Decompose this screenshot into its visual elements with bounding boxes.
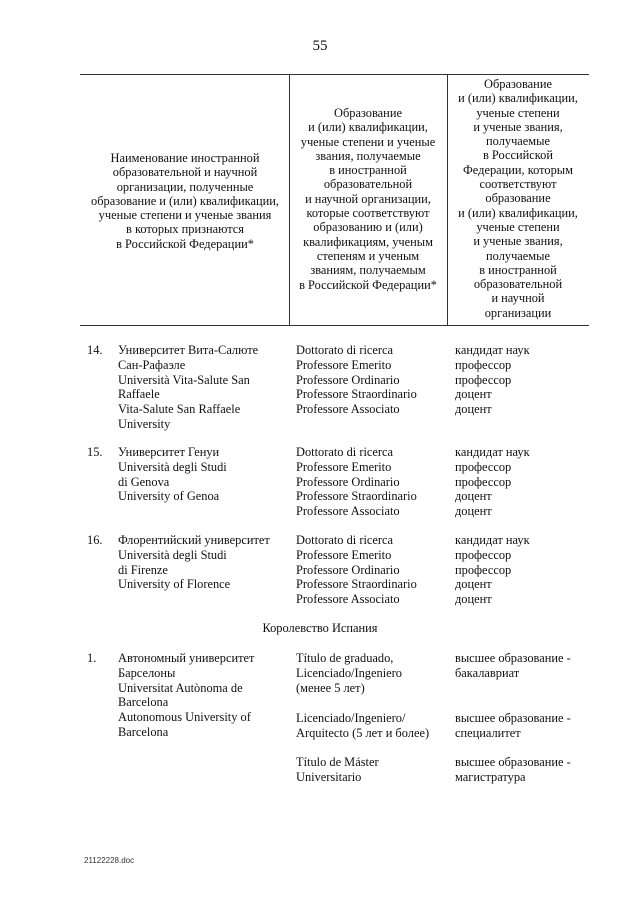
header-line: образование и (или) квалификации, <box>91 193 279 208</box>
header-line: и ученые звания, <box>473 119 563 134</box>
header-col-russian-qualification <box>448 77 588 320</box>
row-14-number: 14. <box>87 343 103 357</box>
header-bottom-rule <box>80 325 589 326</box>
foreign-degree-line: Título de Máster <box>296 755 379 769</box>
organization-line: Университет Генуи <box>118 445 220 459</box>
russian-degree-line: профессор <box>455 459 512 474</box>
foreign-degree-line: Licenciado/Ingeniero <box>296 665 402 680</box>
organization-line: Флорентийский университет <box>118 533 270 547</box>
organization-line: Università Vita-Salute San <box>118 372 250 387</box>
header-line: образовательной <box>323 177 413 192</box>
header-line: образование <box>485 191 551 206</box>
russian-degree-line: высшее образование - <box>455 711 571 725</box>
header-line: в Российской <box>482 148 553 163</box>
organization-line: Барселоны <box>118 665 176 680</box>
organization-line: University of Genoa <box>118 489 220 504</box>
organization-line: di Firenze <box>118 562 168 577</box>
organization-line: University of Florence <box>118 577 231 592</box>
header-line: званиям, получаемым <box>310 263 426 278</box>
foreign-degree-line: Dottorato di ricerca <box>296 343 394 357</box>
russian-degree-line: специалитет <box>455 725 521 740</box>
row-14-organization <box>118 343 258 432</box>
foreign-degree-line: Universitario <box>296 769 362 784</box>
row-15-foreign-degrees <box>296 445 417 519</box>
header-line: Образование <box>484 77 552 91</box>
spain-qualification-russian-1 <box>455 651 571 681</box>
header-line: и (или) квалификации, <box>458 205 578 220</box>
russian-degree-line: доцент <box>455 489 492 504</box>
header-line: образовательной <box>473 277 563 292</box>
russian-degree-line: доцент <box>455 592 492 607</box>
organization-line: di Genova <box>118 474 170 489</box>
russian-degree-line: доцент <box>455 402 492 417</box>
row-15-organization <box>118 445 227 504</box>
foreign-degree-line: Professore Emerito <box>296 357 392 372</box>
country-heading: Королевство Испания <box>262 621 378 635</box>
foreign-degree-line: Professore Straordinario <box>296 387 417 402</box>
header-line: ученые степени и ученые звания <box>98 208 272 223</box>
page-number: 55 <box>312 38 328 54</box>
header-line: и (или) квалификации, <box>458 91 578 106</box>
foreign-degree-line: Professore Ordinario <box>296 562 400 577</box>
foreign-degree-line: Dottorato di ricerca <box>296 533 394 547</box>
header-line: соответствуют <box>479 177 557 192</box>
organization-line: Сан-Рафаэле <box>118 357 186 372</box>
document-filename: 21122228.doc <box>84 856 135 865</box>
header-line: Наименование иностранной <box>110 151 260 165</box>
russian-degree-line: доцент <box>455 387 492 402</box>
spain-qualification-russian-2 <box>455 711 571 741</box>
row-14-foreign-degrees <box>296 343 417 417</box>
organization-line: Raffaele <box>118 387 160 402</box>
header-line: звания, получаемые <box>315 148 421 163</box>
row-14-russian-degrees <box>455 343 530 417</box>
spain-qualification-foreign-1 <box>296 651 402 695</box>
header-line: ученые степени <box>476 105 560 120</box>
russian-degree-line: доцент <box>455 504 492 519</box>
spain-qualification-foreign-2 <box>296 711 429 741</box>
spain-qualification-russian-3 <box>455 755 571 785</box>
organization-line: Автономный университет <box>118 651 255 665</box>
header-line: квалификациям, ученым <box>303 234 433 249</box>
russian-degree-line: профессор <box>455 562 512 577</box>
foreign-degree-line: Professore Straordinario <box>296 577 417 592</box>
header-line: ученые степени <box>476 219 560 234</box>
foreign-degree-line: (менее 5 лет) <box>296 680 365 695</box>
russian-degree-line: бакалавриат <box>455 665 520 680</box>
organization-line: Barcelona <box>118 695 169 710</box>
organization-line: Università degli Studi <box>118 547 227 562</box>
header-line: в Российской Федерации* <box>299 277 437 292</box>
header-line: в которых признаются <box>126 222 244 237</box>
foreign-degree-line: Licenciado/Ingeniero/ <box>296 711 406 725</box>
row-15-number: 15. <box>87 445 103 459</box>
header-line: степеням и ученым <box>316 248 420 263</box>
header-line: Федерации, которым <box>463 162 573 177</box>
russian-degree-line: кандидат наук <box>455 445 530 459</box>
header-line: Образование <box>334 106 402 120</box>
foreign-degree-line: Professore Ordinario <box>296 372 400 387</box>
header-line: образовательной и научной <box>112 165 258 180</box>
spain-qualification-foreign-3 <box>296 755 379 785</box>
header-line: ученые степени и ученые <box>300 134 436 149</box>
header-col-foreign-qualification <box>290 106 446 292</box>
header-line: организации, полученные <box>116 179 254 194</box>
header-line: образованию и (или) <box>313 220 423 235</box>
spain-row-1-number: 1. <box>87 651 97 665</box>
header-line: которые соответствуют <box>306 206 430 221</box>
russian-degree-line: высшее образование - <box>455 651 571 665</box>
table-top-rule <box>80 74 589 75</box>
header-col-organization <box>82 151 288 251</box>
russian-degree-line: магистратура <box>455 769 526 784</box>
header-line: и научной <box>491 291 545 306</box>
row-16-organization <box>118 533 270 592</box>
foreign-degree-line: Professore Emerito <box>296 459 392 474</box>
foreign-degree-line: Professore Ordinario <box>296 474 400 489</box>
organization-line: University <box>118 416 171 431</box>
russian-degree-line: доцент <box>455 577 492 592</box>
organization-line: Autonomous University of <box>118 710 251 725</box>
header-line: организации <box>484 305 552 320</box>
russian-degree-line: кандидат наук <box>455 343 530 357</box>
organization-line: Barcelona <box>118 724 169 739</box>
header-line: и научной организации, <box>305 191 431 206</box>
russian-degree-line: профессор <box>455 357 512 372</box>
row-15-russian-degrees <box>455 445 530 519</box>
foreign-degree-line: Arquitecto (5 лет и более) <box>296 725 430 740</box>
row-16-russian-degrees <box>455 533 530 607</box>
spain-row-1-organization <box>118 651 254 740</box>
header-line: получаемые <box>486 134 550 149</box>
foreign-degree-line: Professore Straordinario <box>296 489 417 504</box>
organization-line: Università degli Studi <box>118 459 227 474</box>
row-16-foreign-degrees <box>296 533 417 607</box>
header-line: и (или) квалификации, <box>308 120 428 135</box>
russian-degree-line: кандидат наук <box>455 533 530 547</box>
russian-degree-line: профессор <box>455 372 512 387</box>
header-line: в иностранной <box>329 163 407 178</box>
foreign-degree-line: Professore Emerito <box>296 547 392 562</box>
header-line: получаемые <box>486 248 550 263</box>
header-line: и ученые звания, <box>473 234 563 249</box>
foreign-degree-line: Professore Associato <box>296 592 400 607</box>
organization-line: Vita-Salute San Raffaele <box>118 402 241 417</box>
russian-degree-line: профессор <box>455 547 512 562</box>
organization-line: Universitat Autònoma de <box>118 680 243 695</box>
foreign-degree-line: Professore Associato <box>296 402 400 417</box>
foreign-degree-line: Professore Associato <box>296 504 400 519</box>
russian-degree-line: высшее образование - <box>455 755 571 769</box>
russian-degree-line: профессор <box>455 474 512 489</box>
foreign-degree-line: Dottorato di ricerca <box>296 445 394 459</box>
header-line: в иностранной <box>479 262 557 277</box>
organization-line: Университет Вита-Салюте <box>118 343 259 357</box>
row-16-number: 16. <box>87 533 103 547</box>
foreign-degree-line: Título de graduado, <box>296 651 394 665</box>
header-line: в Российской Федерации* <box>116 236 254 251</box>
